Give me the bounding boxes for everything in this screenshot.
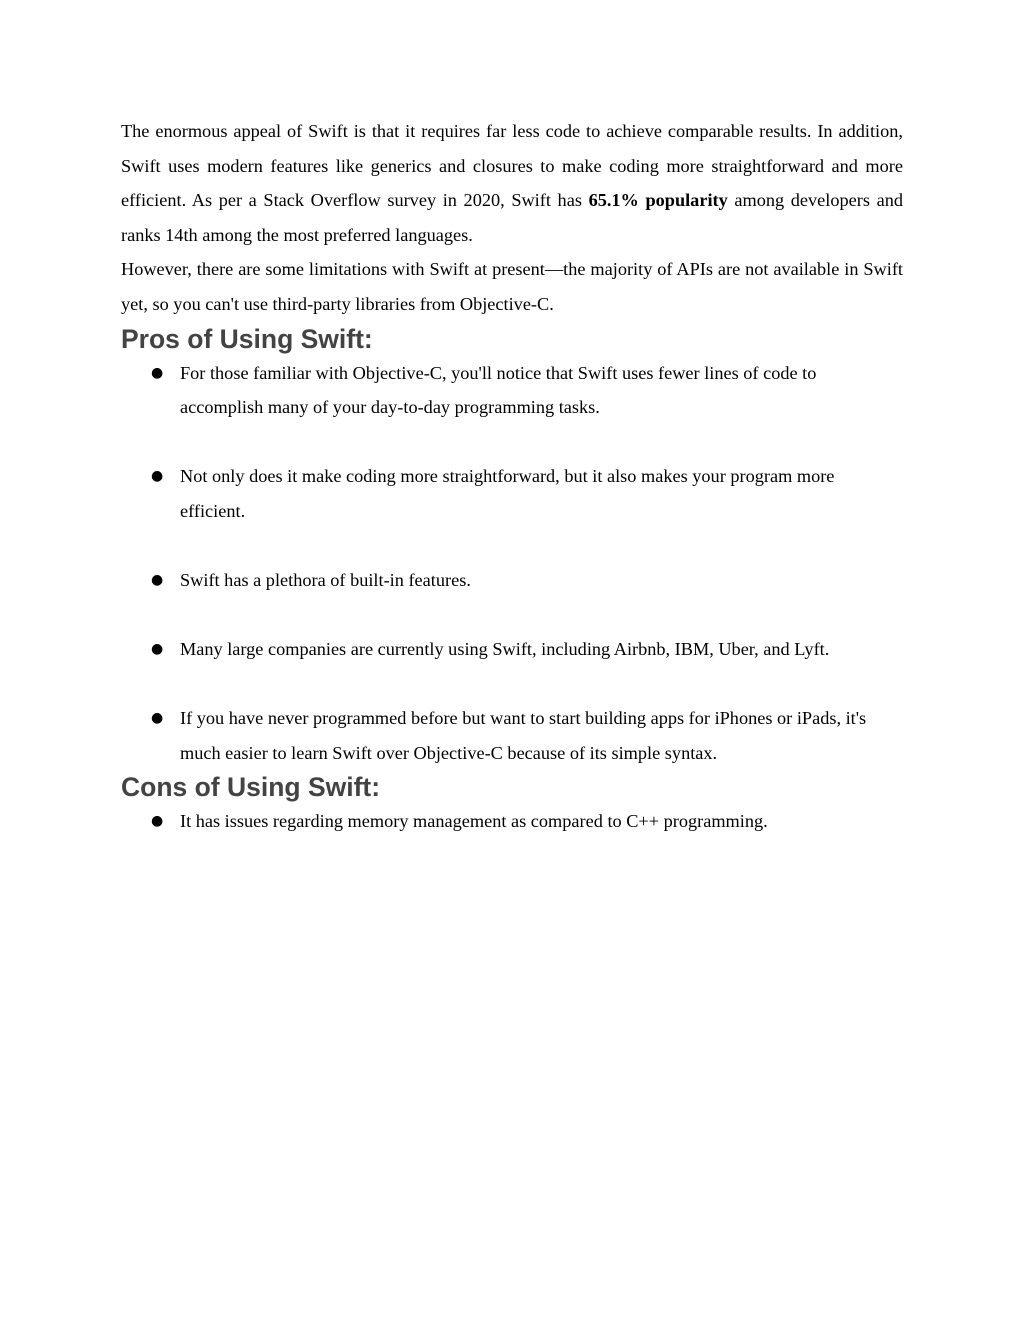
list-item-text: Swift has a plethora of built-in features.	[180, 569, 471, 590]
list-item	[121, 563, 903, 598]
list-item	[121, 632, 903, 667]
pros-list	[121, 356, 903, 771]
cons-list	[121, 804, 903, 839]
list-item	[121, 356, 903, 425]
list-item-text: It has issues regarding memory management as compared to C++ programming.	[180, 811, 768, 832]
intro-text-start: The enormous appeal of Swift is that it requires far less code to achieve comparable results. In addition, Swift uses modern features like generics and closures to make coding more straightforward and more efficient. As per a Stack Overflow survey in 2020, Swift has	[121, 121, 903, 211]
list-item	[121, 701, 903, 770]
list-item-text: Many large companies are currently using Swift, including Airbnb, IBM, Uber, and Lyft.	[180, 639, 830, 660]
limitations-paragraph: However, there are some limitations with Swift at present—the majority of APIs are not available in Swift yet, so you can't use third-party libraries from Objective-C.	[121, 259, 903, 314]
list-item	[121, 804, 903, 839]
bullet-icon: ●	[151, 813, 164, 830]
document-page	[121, 114, 903, 839]
bullet-icon: ●	[151, 468, 164, 485]
bullet-icon: ●	[151, 710, 164, 727]
list-item-text: For those familiar with Objective-C, you'll notice that Swift uses fewer lines of code to accomplish many of your day-to-day programming tasks.	[180, 362, 817, 418]
list-item-text: Not only does it make coding more straightforward, but it also makes your program more efficient.	[180, 466, 835, 521]
bullet-icon: ●	[151, 571, 164, 588]
list-item-text: If you have never programmed before but want to start building apps for iPhones or iPads, it's much easier to learn Swift over Objective-C because of its simple syntax.	[180, 708, 867, 763]
intro-text-end: among developers and ranks 14th among the most preferred languages.	[121, 190, 903, 245]
popularity-stat: 65.1% popularity	[588, 190, 728, 211]
list-item	[121, 459, 903, 528]
intro-paragraph	[121, 114, 903, 252]
bullet-icon: ●	[151, 641, 164, 658]
bullet-icon: ●	[151, 364, 164, 381]
cons-heading: Cons of Using Swift:	[121, 772, 381, 803]
pros-heading: Pros of Using Swift:	[121, 323, 373, 354]
